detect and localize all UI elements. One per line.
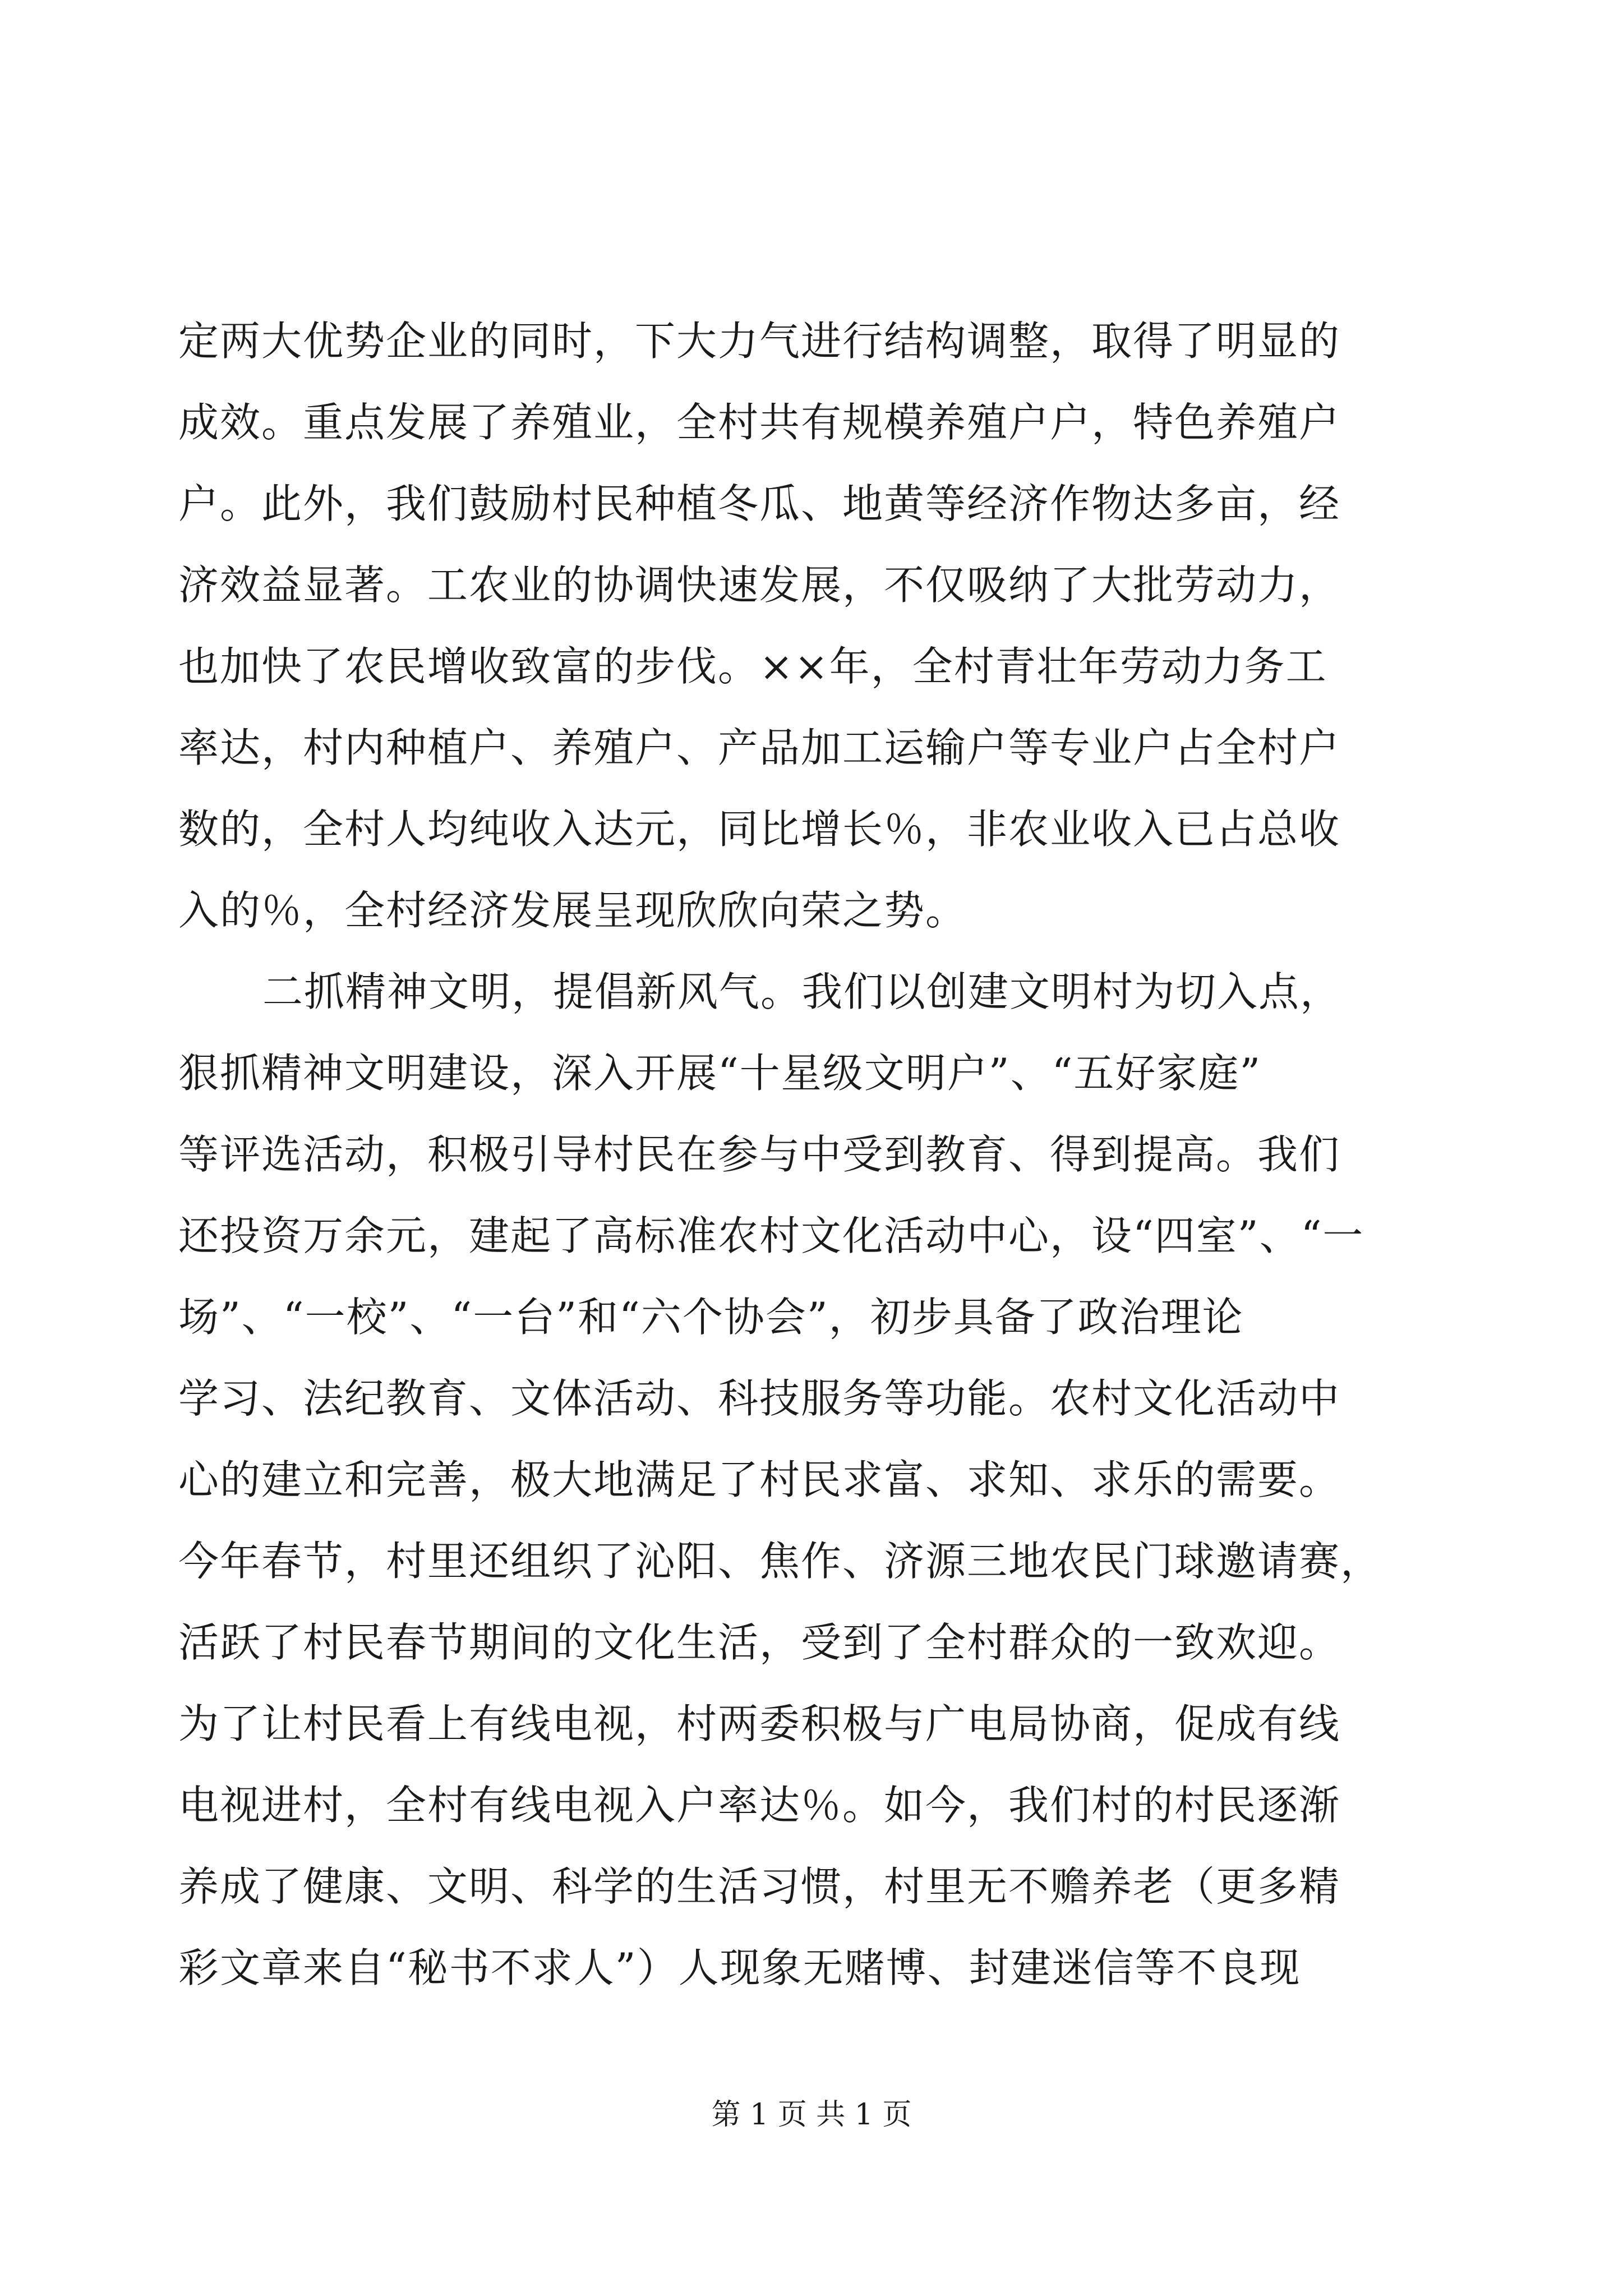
- text-line: 学习、法纪教育、文体活动、科技服务等功能。农村文化活动中: [178, 1375, 1341, 1422]
- paragraph-start-line: 二抓精神文明，提倡新风气。我们以创建文明村为切入点，: [262, 968, 1342, 1015]
- text-line: 率达，村内种植户、养殖户、产品加工运输户等专业户占全村户: [178, 724, 1341, 771]
- text-line: 场”、“一校”、“一台”和“六个协会”，初步具备了政治理论: [178, 1294, 1244, 1341]
- text-line: 也加快了农民增收致富的步伐。××年，全村青壮年劳动力务工: [178, 643, 1327, 690]
- text-line: 电视进村，全村有线电视入户率达％。如今，我们村的村民逐渐: [178, 1782, 1341, 1829]
- page-number-footer: 第 1 页 共 1 页: [711, 2098, 912, 2132]
- text-line: 心的建立和完善，极大地满足了村民求富、求知、求乐的需要。: [178, 1456, 1341, 1503]
- text-line: 户。此外，我们鼓励村民种植冬瓜、地黄等经济作物达多亩，经: [178, 480, 1341, 527]
- text-line: 养成了健康、文明、科学的生活习惯，村里无不赡养老（更多精: [178, 1863, 1341, 1910]
- text-line: 等评选活动，积极引导村民在参与中受到教育、得到提高。我们: [178, 1131, 1341, 1178]
- text-line: 今年春节，村里还组织了沁阳、焦作、济源三地农民门球邀请赛，: [178, 1538, 1382, 1585]
- body-text: [178, 301, 1440, 2009]
- text-line: 成效。重点发展了养殖业，全村共有规模养殖户户，特色养殖户: [178, 399, 1341, 446]
- text-line: 数的，全村人均纯收入达元，同比增长％，非农业收入已占总收: [178, 806, 1341, 853]
- text-line: 入的％，全村经济发展呈现欣欣向荣之势。: [178, 887, 967, 934]
- text-line: 彩文章来自“秘书不求人”）人现象无赌博、封建迷信等不良现: [178, 1944, 1301, 1991]
- text-line: 济效益显著。工农业的协调快速发展，不仅吸纳了大批劳动力，: [178, 562, 1341, 609]
- text-line: 活跃了村民春节期间的文化生活，受到了全村群众的一致欢迎。: [178, 1619, 1341, 1666]
- text-line: 狠抓精神文明建设，深入开展“十星级文明户”、“五好家庭”: [178, 1050, 1262, 1097]
- text-line: 还投资万余元，建起了高标准农村文化活动中心，设“四室”、“一: [178, 1212, 1364, 1259]
- text-line: 为了让村民看上有线电视，村两委积极与广电局协商，促成有线: [178, 1700, 1341, 1747]
- text-line: 定两大优势企业的同时，下大力气进行结构调整，取得了明显的: [178, 318, 1341, 365]
